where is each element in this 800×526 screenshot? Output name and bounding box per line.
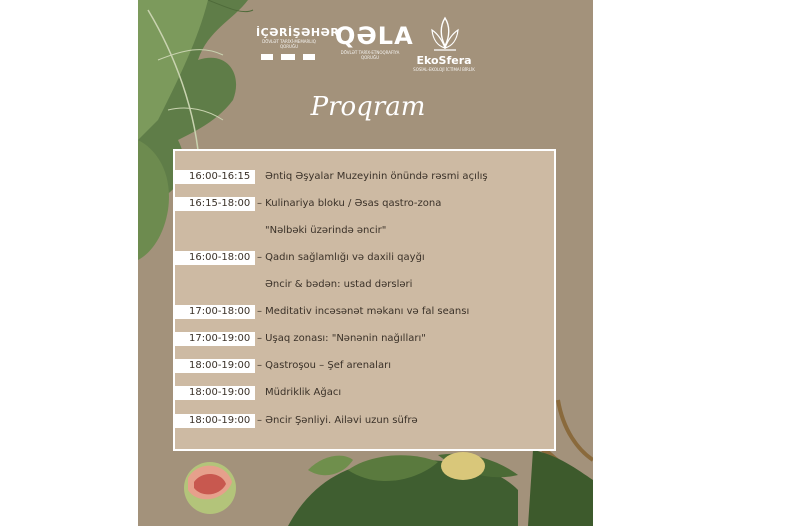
program-row [175,412,558,430]
logo-subtitle: DÖVLƏT TARİXİ-MEMARLIQ QORUĞU [262,39,316,49]
program-row [175,276,558,294]
program-desc: Müdriklik Ağacı [265,387,342,398]
program-row [175,222,558,240]
program-desc: – Meditativ incəsənət məkanı və fal seansı [257,306,470,317]
program-desc: "Nəlbəki üzərində əncir" [265,225,387,236]
logo-name: İÇƏRİŞƏHƏR [256,26,340,39]
camel-icon [259,50,319,64]
program-box [173,149,556,451]
program-row [175,384,558,402]
program-desc: – Uşaq zonası: "Nənənin nağılları" [257,333,426,344]
program-row [175,357,558,375]
program-time: 18:00-19:00 [175,414,255,428]
program-row [175,303,558,321]
program-time: 16:00-18:00 [175,251,255,265]
logo-subtitle: DÖVLƏT TARİX-ETNOQRAFİYA QORUĞU [340,50,400,60]
program-title: Proqram [310,92,426,122]
program-row [175,195,558,213]
program-time: 16:00-16:15 [175,170,255,184]
program-desc: – Qastroşou – Şef arenaları [257,360,391,371]
program-desc: – Əncir Şənliyi. Ailəvi uzun süfrə [257,415,418,426]
program-row [175,249,558,267]
program-time: 17:00-18:00 [175,305,255,319]
program-desc: Əntiq Əşyalar Muzeyinin önündə rəsmi açılış [265,171,488,182]
logo-name: QƏLA [335,22,414,50]
program-desc: – Kulinariya bloku / Əsas qastro-zona [257,198,442,209]
ekosfera-logo [412,54,476,72]
icherisheher-logo [256,26,340,68]
program-time: 17:00-19:00 [175,332,255,346]
program-time: 16:15-18:00 [175,197,255,211]
program-row [175,330,558,348]
logo-name: EkoSfera [416,54,472,67]
program-time: 18:00-19:00 [175,359,255,373]
lotus-icon [428,16,462,56]
program-desc: Əncir & bədən: ustad dərsləri [265,279,413,290]
logo-subtitle: SOSİAL-EKOLOJİ İCTİMAİ BİRLİK [413,67,475,72]
qala-logo [335,22,414,60]
program-row [175,168,558,186]
poster [138,0,593,526]
program-time: 18:00-19:00 [175,386,255,400]
program-desc: – Qadın sağlamlığı və daxili qayğı [257,252,425,263]
